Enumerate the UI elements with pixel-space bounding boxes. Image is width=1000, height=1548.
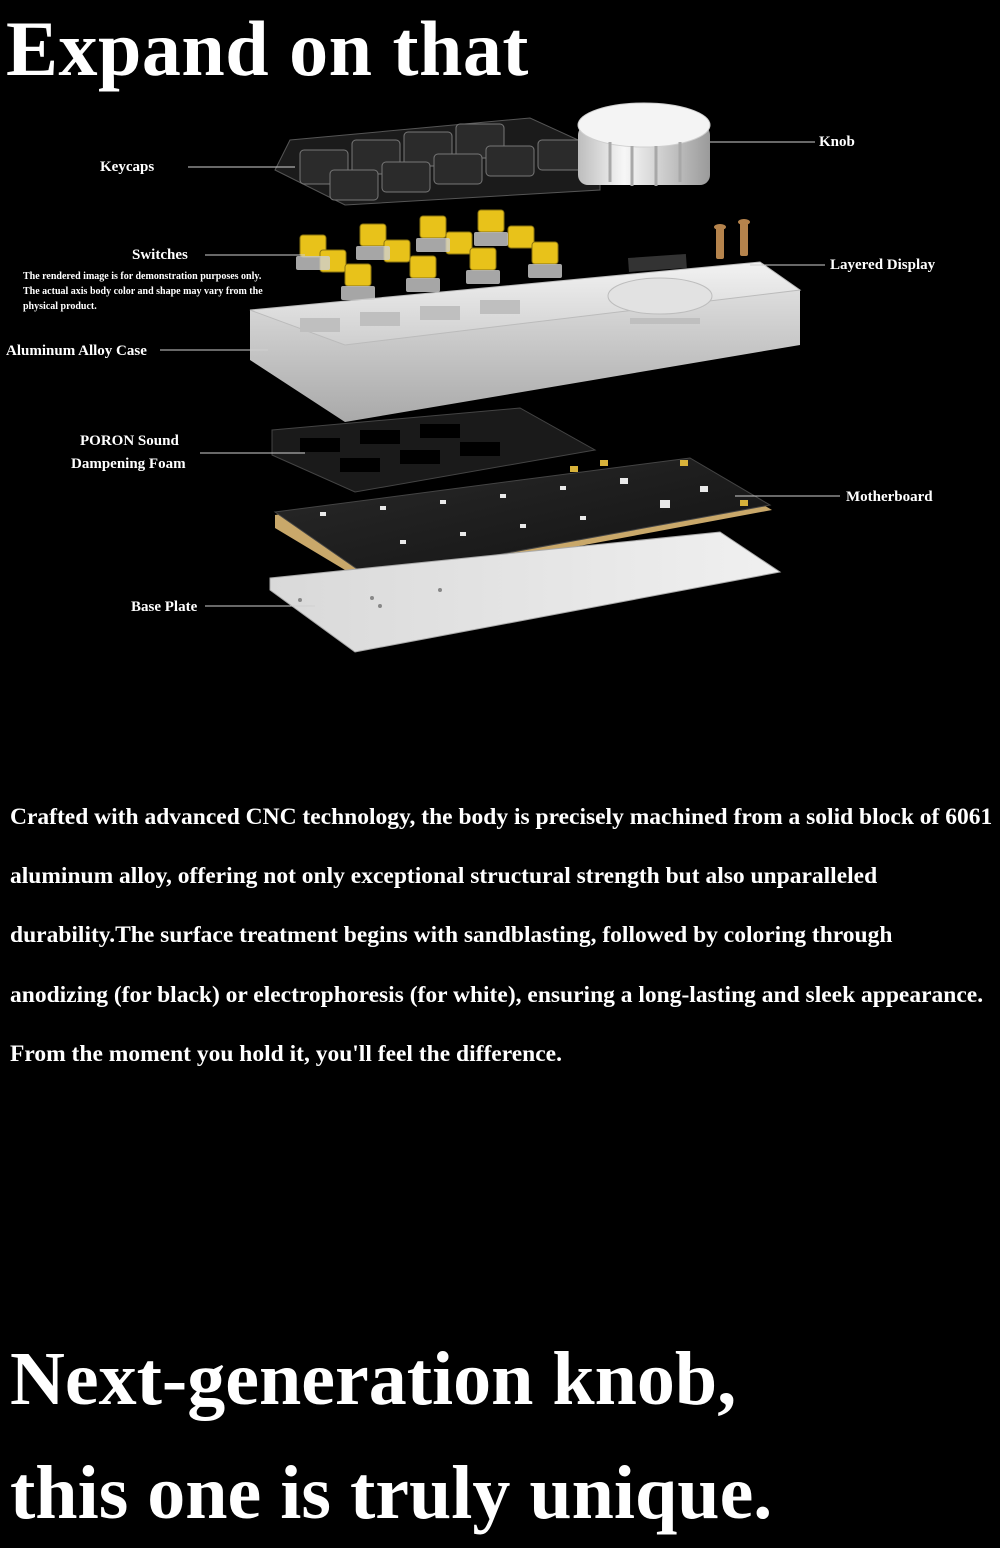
label-knob: Knob (819, 134, 855, 150)
section-heading: Expand on that (6, 5, 529, 92)
exploded-view-illustration (0, 100, 1000, 660)
label-motherboard: Motherboard (846, 489, 933, 505)
aluminum-case-part (250, 254, 800, 422)
label-layered-display: Layered Display (830, 257, 936, 273)
description-paragraph: Crafted with advanced CNC technology, the body is precisely machined from a solid block of 6061 aluminum alloy, offering not only exceptional structural strength but also unparalleled durability.The surface treatment begins with sandblasting, followed by coloring through anodizing (for black) or electrophoresis (for white), ensuring a long-lasting and sleek appearance. From the moment you hold it, you'll feel the difference. (10, 804, 993, 1067)
label-poron-line1: PORON Sound (80, 433, 179, 449)
tagline-line1: Next-generation knob, (10, 1337, 737, 1421)
label-poron-line2: Dampening Foam (71, 456, 186, 472)
keycaps-part (275, 118, 600, 205)
render-disclaimer (23, 269, 293, 314)
tagline-line2: this one is truly unique. (10, 1451, 773, 1535)
disclaimer-line: The rendered image is for demonstration purposes only. (23, 271, 262, 282)
knob-part (578, 103, 710, 186)
label-switches: Switches (132, 247, 188, 263)
disclaimer-line: The actual axis body color and shape may vary from the (23, 286, 263, 297)
label-base-plate: Base Plate (131, 599, 198, 615)
disclaimer-line: physical product. (23, 301, 97, 312)
label-aluminum-case: Aluminum Alloy Case (6, 343, 147, 359)
label-keycaps: Keycaps (100, 159, 155, 175)
screws-part (714, 219, 750, 259)
